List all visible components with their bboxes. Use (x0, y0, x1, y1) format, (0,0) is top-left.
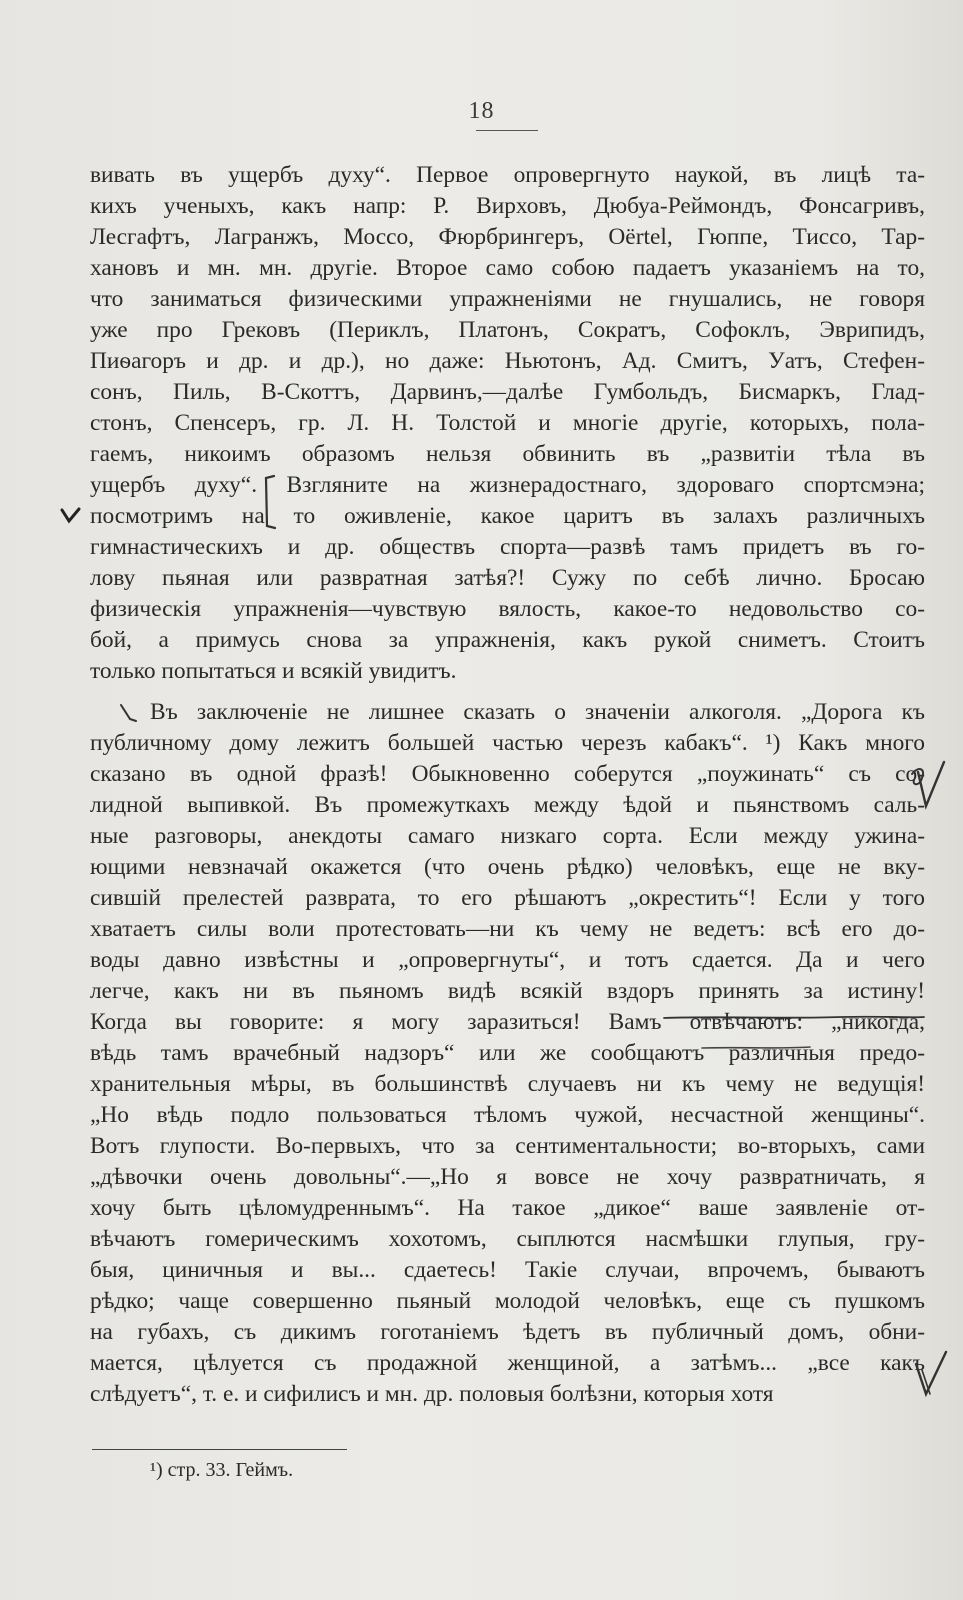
text-line: хватаетъ силы воли протестовать—ни къ чему не ведетъ: всѣ его до- (90, 916, 925, 942)
page-number-rule (476, 130, 538, 131)
body-text (90, 160, 925, 1410)
text-line: посмотримъ на то оживленіе, какое царитъ въ залахъ различныхъ (90, 503, 925, 529)
text-line: „дѣвочки очень довольны“.—„Но я вовсе не хочу развратничать, я (90, 1164, 925, 1190)
text-line: хочу быть цѣломудреннымъ“. На такое „дикое“ ваше заявленіе от- (90, 1195, 925, 1221)
text-line: рѣдко; чаще совершенно пьяный молодой человѣкъ, еще съ пушкомъ (90, 1288, 925, 1314)
text-line: ущербъ духу“. Взгляните на жизнерадостнаго, здороваго спортсмэна; (90, 472, 925, 498)
text-line: гаемъ, никоимъ образомъ нельзя обвинить въ „развитіи тѣла въ (90, 441, 925, 467)
text-line: Вотъ глупости. Во-первыхъ, что за сентиментальности; во-вторыхъ, сами (90, 1133, 925, 1159)
text-line: Когда вы говорите: я могу заразиться! Вамъ отвѣчаютъ: „никогда, (90, 1009, 925, 1035)
footnote: ¹) стр. 33. Геймъ. (150, 1459, 294, 1481)
paragraph (90, 160, 925, 687)
text-line: вѣдь тамъ врачебный надзоръ“ или же сообщаютъ различныя предо- (90, 1040, 925, 1066)
text-line: сонъ, Пиль, В-Скоттъ, Дарвинъ,—далѣе Гумбольдъ, Бисмаркъ, Глад- (90, 379, 925, 405)
text-line: гимнастическихъ и др. обществъ спорта—развѣ тамъ придетъ въ го- (90, 534, 925, 560)
text-line: лову пьяная или развратная затѣя?! Сужу по себѣ лично. Бросаю (90, 565, 925, 591)
paragraph (90, 697, 925, 1410)
text-line: воды давно извѣстны и „опровергнуты“, и тотъ сдается. Да и чего (90, 947, 925, 973)
text-line: кихъ ученыхъ, какъ напр: Р. Вирховъ, Дюбуа-Реймондъ, Фонсагривъ, (90, 193, 925, 219)
text-line: уже про Грековъ (Периклъ, Платонъ, Сократъ, Софоклъ, Эврипидъ, (90, 317, 925, 343)
text-line: физическія упражненія—чувствую вялость, какое-то недовольство со- (90, 596, 925, 622)
text-line: хановъ и мн. мн. другіе. Второе само собою падаетъ указаніемъ на то, (90, 255, 925, 281)
text-line: что заниматься физическими упражненіями не гнушались, не говоря (90, 286, 925, 312)
text-line: сказано въ одной фразѣ! Обыкновенно соберутся „поужинать“ съ со- (90, 761, 925, 787)
text-line: Пиѳагоръ и др. и др.), но даже: Ньютонъ, Ад. Смитъ, Уатъ, Стефен- (90, 348, 925, 374)
text-line: стонъ, Спенсеръ, гр. Л. Н. Толстой и многіе другіе, которыхъ, пола- (90, 410, 925, 436)
pencil-underline-mark (662, 1013, 926, 1023)
text-line: сившій прелестей разврата, то его рѣшаютъ „окрестить“! Если у того (90, 885, 925, 911)
footnote-rule (92, 1449, 347, 1450)
text-line: хранительныя мѣры, въ большинствѣ случаевъ ни къ чему не ведущія! (90, 1071, 925, 1097)
text-line: Лесгафтъ, Лагранжъ, Моссо, Фюрбрингеръ, Oërtel, Гюппе, Тиссо, Тар- (90, 224, 925, 250)
text-line: публичному дому лежитъ большей частью черезъ кабакъ“. ¹) Какъ много (90, 730, 925, 756)
text-line: легче, какъ ни въ пьяномъ видѣ всякій вздоръ принять за истину! (90, 978, 925, 1004)
text-line: слѣдуетъ“, т. е. и сифилисъ и мн. др. половыя болѣзни, которыя хотя (90, 1381, 774, 1407)
text-line: „Но вѣдь подло пользоваться тѣломъ чужой, несчастной женщины“. (90, 1102, 925, 1128)
text-line: ные разговоры, анекдоты самаго низкаго сорта. Если между ужина- (90, 823, 925, 849)
pencil-check-mark (60, 507, 82, 525)
pencil-bracket-mark (258, 472, 278, 532)
text-line: Въ заключеніе не лишнее сказать о значеніи алкоголя. „Дорога къ (150, 699, 925, 725)
pencil-tick-mark (118, 702, 138, 724)
text-line: на губахъ, съ дикимъ гоготаніемъ ѣдетъ въ публичный домъ, обни- (90, 1319, 925, 1345)
text-line: бой, а примусь снова за упражненія, какъ рукой сниметъ. Стоитъ (90, 627, 925, 653)
text-line: лидной выпивкой. Въ промежуткахъ между ѣдой и пьянствомъ саль- (90, 792, 925, 818)
text-line: только попытаться и всякій увидитъ. (90, 658, 457, 684)
pencil-underline-mark (700, 1044, 812, 1052)
text-line: быя, циничныя и вы... сдаетесь! Такіе случаи, впрочемъ, бываютъ (90, 1257, 925, 1283)
text-line: вивать въ ущербъ духу“. Первое опровергнуто наукой, въ лицѣ та- (90, 162, 925, 188)
text-line: вѣчаютъ гомерическимъ хохотомъ, сыплются насмѣшки глупыя, гру- (90, 1226, 925, 1252)
text-line: мается, цѣлуется съ продажной женщиной, а затѣмъ... „все какъ (90, 1350, 925, 1376)
pencil-v-mark (910, 1350, 950, 1400)
page-number: 18 (468, 98, 495, 124)
text-line: ющими невзначай окажется (что очень рѣдко) человѣкъ, еще не вку- (90, 854, 925, 880)
pencil-v-mark (908, 758, 948, 818)
